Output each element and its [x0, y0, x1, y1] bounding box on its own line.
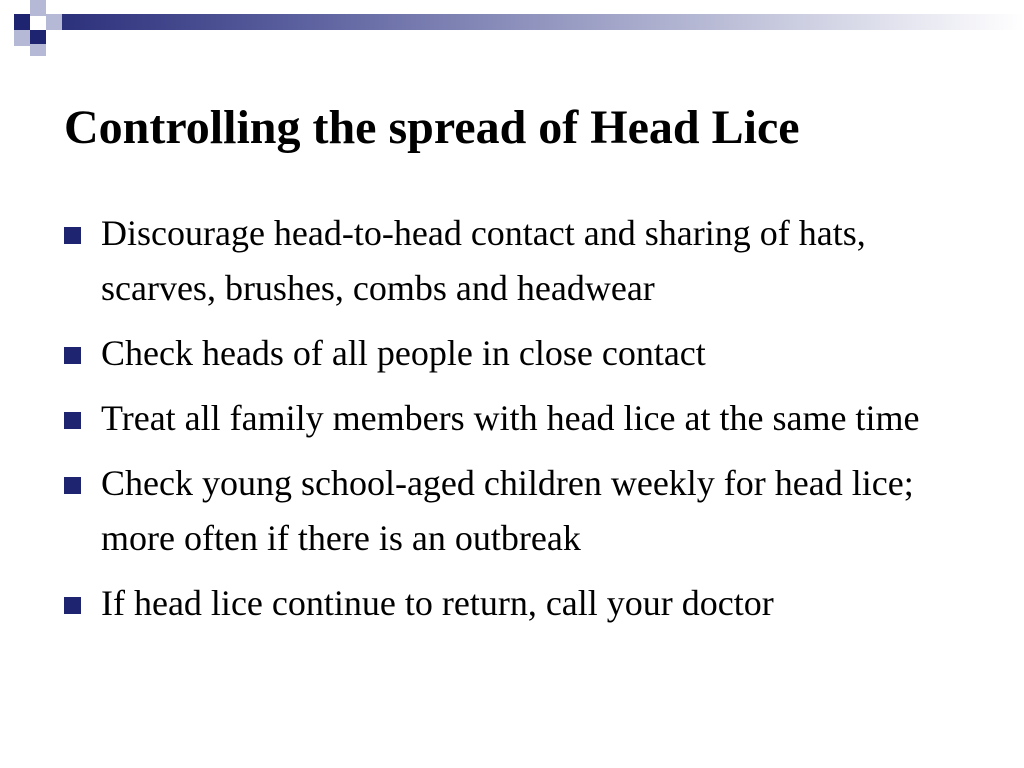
bullet-list	[64, 206, 984, 641]
decor-square-icon	[14, 14, 30, 30]
bullet-item	[64, 206, 984, 316]
decor-square-icon	[30, 44, 46, 56]
decor-square-icon	[46, 14, 62, 30]
bullet-text: If head lice continue to return, call your doctor	[101, 583, 774, 623]
bullet-text: Treat all family members with head lice at the same time	[101, 398, 920, 438]
square-bullet-icon	[64, 477, 81, 494]
bullet-text: Check heads of all people in close contact	[101, 333, 706, 373]
header-gradient-bar	[52, 14, 1024, 30]
square-bullet-icon	[64, 227, 81, 244]
header-decoration	[0, 0, 1024, 48]
bullet-item	[64, 456, 984, 566]
bullet-item	[64, 326, 984, 381]
bullet-text: Check young school-aged children weekly for head lice; more often if there is an outbreak	[101, 463, 914, 558]
decor-square-icon	[14, 30, 30, 46]
bullet-text: Discourage head-to-head contact and sharing of hats, scarves, brushes, combs and headwear	[101, 213, 866, 308]
decor-square-icon	[30, 0, 46, 16]
bullet-item	[64, 391, 984, 446]
square-bullet-icon	[64, 412, 81, 429]
slide-title: Controlling the spread of Head Lice	[64, 101, 800, 154]
square-bullet-icon	[64, 597, 81, 614]
bullet-item	[64, 576, 984, 631]
square-bullet-icon	[64, 347, 81, 364]
